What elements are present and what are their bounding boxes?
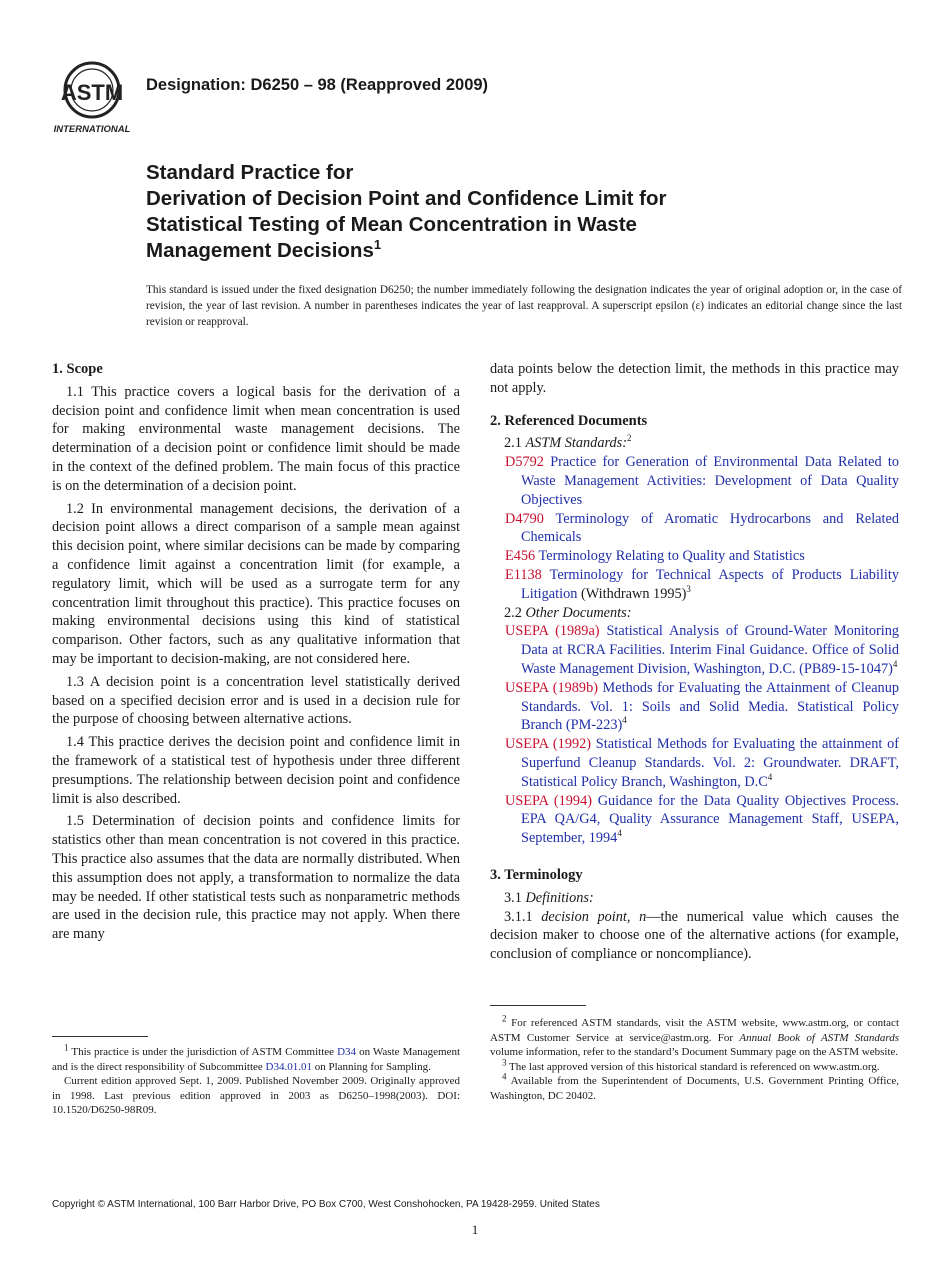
reference-title-link[interactable]: Terminology for Technical Aspects of Products Liability Litigation (521, 566, 899, 602)
paragraph-1-1: 1.1 This practice covers a logical basis for the derivation of a decision point and confidence limit when mean concentration is used for making environmental waste management decisions. The determination of a decision point or confidence limit should be made in the context of the defined problem. The main focus of this practice is on the determination of a decision point. (52, 383, 460, 494)
intro-statement: This standard is issued under the fixed designation D6250; the number immediately following the designation indicates the year of original adoption or, in the case of revision, the year of last revision. A number in parentheses indicates the year of last reapproval. A superscript epsilon (ε) indicates an editorial change since the last revision or reapproval. (146, 284, 902, 328)
reference-code-link[interactable]: E1138 (505, 566, 542, 583)
footnote-1-mark: 1 (64, 1042, 69, 1053)
reference-item (490, 566, 899, 604)
reference-item (490, 622, 899, 678)
reference-code-link[interactable]: USEPA (1992) (505, 736, 592, 753)
reference-item (490, 453, 899, 509)
footnote-edition: Current edition approved Sept. 1, 2009. Published November 2009. Originally approved in 1998. Last previous edition approved in 2003 as D6250–1998(2003). DOI: 10.1520/D6250-98R09. (52, 1075, 460, 1116)
reference-code-link[interactable]: E456 (505, 548, 536, 565)
paragraph-1-2: 1.2 In environmental management decisions, the derivation of a decision point allows a direct comparison of a sample mean against this decision point, where similar decisions can be made by comparing a confidence limit against a concentration limit (for example, a regulatory limit, which will be used as a surrogate term for any concentration limit throughout this practice). This practice focuses on making environmental decisions using this kind of statistical comparison. Other factors, such as any qualitative information that may be important to decision-making, are not considered here. (52, 500, 460, 667)
copyright-notice: Copyright © ASTM International, 100 Barr Harbor Drive, PO Box C700, West Conshohocken, PA 19428-2959. United States (52, 1199, 600, 1210)
astm-reference-list (490, 453, 899, 603)
astm-standards-label: 2.1 ASTM Standards:$^2$ (504, 433, 632, 452)
paragraph-1-3: 1.3 A decision point is a concentration level statistically derived based on a specified decision error and is used in a decision rule for the purpose of choosing between alternative actions. (52, 673, 460, 728)
committee-link[interactable]: D34 (337, 1046, 357, 1058)
subcommittee-link[interactable]: D34.01.01 (265, 1060, 312, 1073)
other-documents-label: 2.2 Other Documents: (504, 604, 632, 621)
astm-logo (52, 58, 136, 136)
reference-code-link[interactable]: D4790 (505, 510, 544, 527)
reference-code-link[interactable]: USEPA (1994) (505, 792, 592, 809)
reference-footnote-mark: 3 (686, 584, 691, 594)
footnote-4: $^4$ Available from the Superintendent of Documents, U.S. Government Printing Office, Washington, DC 20402. (490, 1071, 899, 1102)
reference-footnote-mark: 4 (767, 771, 773, 782)
title-line-3: Statistical Testing of Mean Concentration in Waste (146, 213, 637, 236)
reference-title-link[interactable]: Guidance for the Data Quality Objectives Process. EPA QA/G4, Quality Assurance Management Staff, USEPA, September, 1994 (521, 792, 899, 847)
reference-item (490, 679, 899, 735)
definitions-label: 3.1 Definitions: (504, 889, 594, 906)
reference-title-link[interactable]: Statistical Analysis of Ground-Water Monitoring Data at RCRA Facilities. Interim Final Guidance. Office of Solid Waste Management Division, Washington, D.C. (PB89-15-1047) (521, 623, 900, 677)
footnotes-right (490, 1013, 899, 1103)
reference-code-link[interactable]: USEPA (1989b) (505, 679, 598, 696)
footnote-3: $^3$ The last approved version of this historical standard is referenced on www.astm.org. (502, 1056, 880, 1073)
reference-note: (Withdrawn 1995) (577, 585, 687, 602)
reference-code-link[interactable]: D5792 (505, 454, 544, 471)
title-line-1: Standard Practice for (146, 161, 354, 184)
footnotes-left (52, 1042, 461, 1118)
reference-footnote-mark: 4 (892, 659, 898, 670)
reference-item (490, 547, 899, 566)
section-referenced-heading: 2. Referenced Documents (490, 412, 648, 429)
reference-item (490, 510, 899, 548)
right-column (490, 360, 899, 968)
reference-title-link[interactable]: Practice for Generation of Environmental Data Related to Waste Management Activities: Development of Data Quality Objectives (521, 454, 900, 508)
section-scope-heading: 1. Scope (52, 361, 103, 377)
logo-subtext: INTERNATIONAL (53, 124, 131, 135)
reference-footnote-mark: 4 (622, 715, 627, 726)
reference-title-link[interactable]: Terminology Relating to Quality and Statistics (538, 548, 805, 565)
reference-title-link[interactable]: Methods for Evaluating the Attainment of Cleanup Standards. Vol. 1: Soils and Solid Media. Statistical Policy Branch (PM-223) (521, 679, 899, 734)
logo-mark-text: ASTM (60, 80, 124, 105)
designation: Designation: D6250 – 98 (Reapproved 2009) (146, 76, 489, 94)
document-title (146, 160, 866, 264)
reference-item (490, 735, 899, 791)
reference-footnote-mark: 4 (617, 828, 622, 839)
definition-decision-point: 3.1.1 decision point, n—the numerical value which causes the decision maker to choose one of the alternative actions (for example, conclusion of compliance or noncompliance). (490, 908, 899, 963)
reference-title-link[interactable]: Statistical Methods for Evaluating the attainment of Superfund Cleanup Standards. Vol. 2: Groundwater. DRAFT, Statistical Policy Branch, Washington, D.C (521, 736, 899, 790)
paragraph-1-5: 1.5 Determination of decision points and confidence limits for statistics other than mean concentration is not covered in this practice. This practice also assumes that the data are normally distributed. When this assumption does not apply, a transformation to normalize the data may be needed. If other statistical tests such as nonparametric methods are used in the decision rule, this practice may not apply. When there are many (52, 813, 460, 943)
left-column (52, 360, 460, 948)
footnote-rule-right (490, 1005, 586, 1006)
footnote-1: $^1$ This practice is under the jurisdiction of ASTM Committee D34 on Waste Management and is the direct responsibility of Subcommittee D34.01.01 on Planning for Sampling. (52, 1042, 461, 1073)
reference-item (490, 792, 899, 848)
reference-code-link[interactable]: USEPA (1989a) (505, 623, 600, 640)
footnote-2: $^2$ For referenced ASTM standards, visit the ASTM website, www.astm.org, or contact ASTM Customer Service at service@astm.org. For Annual Book of ASTM Standards volume information, refer to the standard’s Document Summary page on the ASTM website. (490, 1013, 899, 1058)
title-line-2: Derivation of Decision Point and Confidence Limit for (146, 187, 667, 210)
page-number: 1 (471, 1222, 479, 1237)
astm-logo-icon (52, 58, 136, 136)
title-footnote-mark: 1 (373, 237, 382, 253)
other-reference-list (490, 622, 899, 848)
paragraph-1-4: 1.4 This practice derives the decision point and confidence limit in the framework of a statistical test of hypothesis under three different presumptions. The relationship between decision point and confidence limit is also described. (52, 734, 460, 807)
paragraph-1-5-continued: data points below the detection limit, the methods in this practice may not apply. (490, 361, 899, 396)
section-terminology-heading: 3. Terminology (490, 866, 583, 883)
reference-title-link[interactable]: Terminology of Aromatic Hydrocarbons and Related Chemicals (521, 510, 899, 546)
footnote-rule-left (52, 1036, 148, 1037)
title-line-4: Management Decisions (146, 239, 374, 262)
